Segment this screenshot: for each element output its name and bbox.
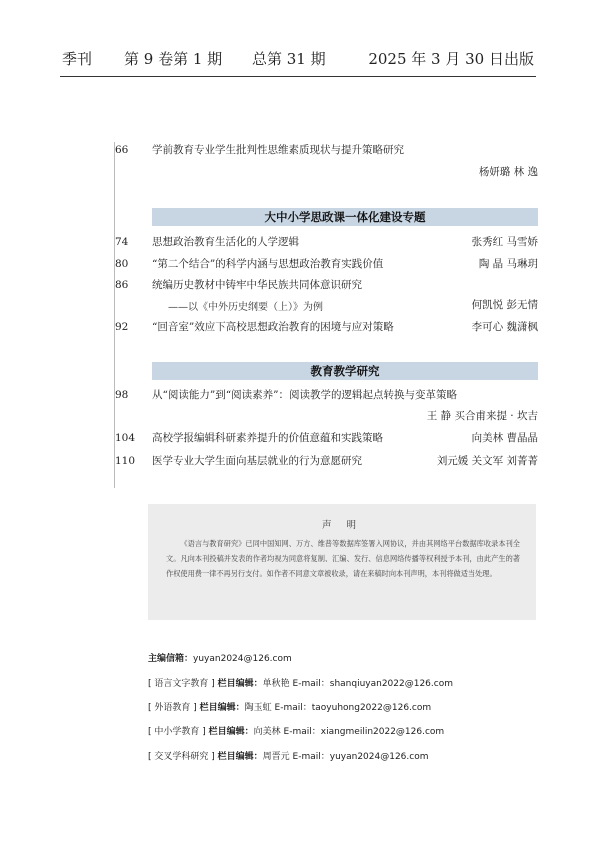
editor-name: 周晋元 bbox=[262, 752, 290, 762]
toc-title: 从“阅读能力”到“阅读素养”：阅读教学的逻辑起点转换与变革策略 bbox=[152, 389, 457, 401]
toc-page-number: 80 bbox=[115, 258, 129, 270]
email-link[interactable]: yuyan2024@126.com bbox=[193, 654, 292, 664]
toc-entry[interactable] bbox=[115, 256, 538, 272]
toc-entry[interactable] bbox=[115, 430, 538, 446]
column-editor-line bbox=[148, 750, 429, 764]
email-link[interactable]: shanqiuyan2022@126.com bbox=[329, 679, 453, 689]
toc-authors: 张秀红 马雪娇 bbox=[471, 236, 538, 248]
toc-entry[interactable] bbox=[115, 142, 538, 158]
column-name: [ 外语教育 ] bbox=[148, 703, 197, 713]
contact-label: 栏目编辑： bbox=[199, 703, 245, 713]
toc-entry[interactable] bbox=[115, 319, 538, 335]
column-editor-line bbox=[148, 701, 431, 715]
email-link[interactable]: taoyuhong2022@126.com bbox=[311, 703, 432, 713]
toc-page-number: 98 bbox=[115, 389, 129, 401]
toc-page-number: 104 bbox=[115, 432, 136, 444]
email-label: E-mail： bbox=[292, 752, 330, 762]
notice-title: 声 明 bbox=[321, 520, 363, 531]
toc-subtitle: ——以《中外历史纲要（上）》为例 bbox=[168, 302, 323, 313]
copyright-notice bbox=[148, 504, 536, 620]
column-name: [ 交叉学科研究 ] bbox=[148, 752, 215, 762]
toc-title: 思想政治教育生活化的人学逻辑 bbox=[152, 236, 299, 248]
header-rule bbox=[60, 76, 536, 77]
section-heading: 教育教学研究 bbox=[152, 362, 538, 380]
toc-authors: 何凯悦 彭无情 bbox=[471, 299, 538, 311]
column-name: [ 语言文字教育 ] bbox=[148, 679, 215, 689]
email-label: E-mail： bbox=[283, 727, 321, 737]
chief-editor-email bbox=[148, 652, 292, 666]
toc-authors: 王 静 买合甫来提 · 坎吉 bbox=[426, 410, 538, 422]
toc-authors: 杨妍璐 林 逸 bbox=[478, 166, 538, 178]
header-publication-date: 2025 年 3 月 30 日出版 bbox=[368, 50, 534, 68]
toc-authors: 向美林 曹晶晶 bbox=[471, 432, 538, 444]
toc-authors: 陶 晶 马琳玥 bbox=[478, 258, 538, 270]
toc-entry[interactable] bbox=[115, 387, 538, 403]
contact-label: 栏目编辑： bbox=[208, 727, 254, 737]
toc-authors: 刘元媛 关文军 刘菁菁 bbox=[436, 455, 538, 467]
toc-entry[interactable] bbox=[115, 234, 538, 250]
header-total-issue: 总第 31 期 bbox=[252, 50, 326, 68]
toc-page-number: 86 bbox=[115, 279, 129, 291]
header-volume-issue: 第 9 卷第 1 期 bbox=[124, 50, 223, 68]
header-quarterly: 季刊 bbox=[62, 50, 93, 68]
toc-title: “第二个结合”的科学内涵与思想政治教育实践价值 bbox=[152, 258, 384, 270]
toc-page-number: 110 bbox=[115, 455, 136, 467]
email-link[interactable]: yuyan2024@126.com bbox=[329, 752, 429, 762]
toc-page-number: 74 bbox=[115, 236, 129, 248]
toc-title: 学前教育专业学生批判性思维素质现状与提升策略研究 bbox=[152, 144, 404, 156]
column-editor-line bbox=[148, 677, 453, 691]
toc-authors: 李可心 魏潇枫 bbox=[471, 321, 538, 333]
toc-page-number: 66 bbox=[115, 144, 129, 156]
email-link[interactable]: xiangmeilin2022@126.com bbox=[320, 727, 445, 737]
section-heading: 大中小学思政课一体化建设专题 bbox=[152, 208, 538, 226]
toc-entry[interactable] bbox=[115, 453, 538, 469]
contact-label: 主编信箱： bbox=[148, 654, 194, 664]
toc-title: 医学专业大学生面向基层就业的行为意愿研究 bbox=[152, 455, 362, 467]
toc-title: “回音室”效应下高校思想政治教育的困境与应对策略 bbox=[152, 321, 394, 333]
editor-name: 单秋艳 bbox=[262, 679, 290, 689]
notice-body: 《语言与教育研究》已同中国知网、万方、维普等数据库签署入网协议，并由其网络平台数据库收录本刊全文。凡向本刊投稿并发表的作者均视为同意将复制、汇编、发行、信息网络传播等权利授予本刊，由此产生的著作权使用费一律不再另行支付。如作者不同意文章被收录，请在来稿时向本刊声明，本刊将做适当处理。 bbox=[166, 539, 520, 578]
column-name: [ 中小学教育 ] bbox=[148, 727, 206, 737]
toc-title: 高校学报编辑科研素养提升的价值意蕴和实践策略 bbox=[152, 432, 383, 444]
contact-label: 栏目编辑： bbox=[217, 752, 263, 762]
journal-header bbox=[62, 48, 534, 68]
editor-name: 向美林 bbox=[253, 727, 281, 737]
contact-label: 栏目编辑： bbox=[217, 679, 263, 689]
email-label: E-mail： bbox=[274, 703, 312, 713]
email-label: E-mail： bbox=[292, 679, 330, 689]
column-editor-line bbox=[148, 725, 444, 739]
toc-title: 统编历史教材中铸牢中华民族共同体意识研究 bbox=[152, 279, 362, 291]
toc-entry[interactable] bbox=[115, 277, 538, 293]
toc-page-number: 92 bbox=[115, 321, 129, 333]
editor-name: 陶玉虹 bbox=[244, 703, 272, 713]
